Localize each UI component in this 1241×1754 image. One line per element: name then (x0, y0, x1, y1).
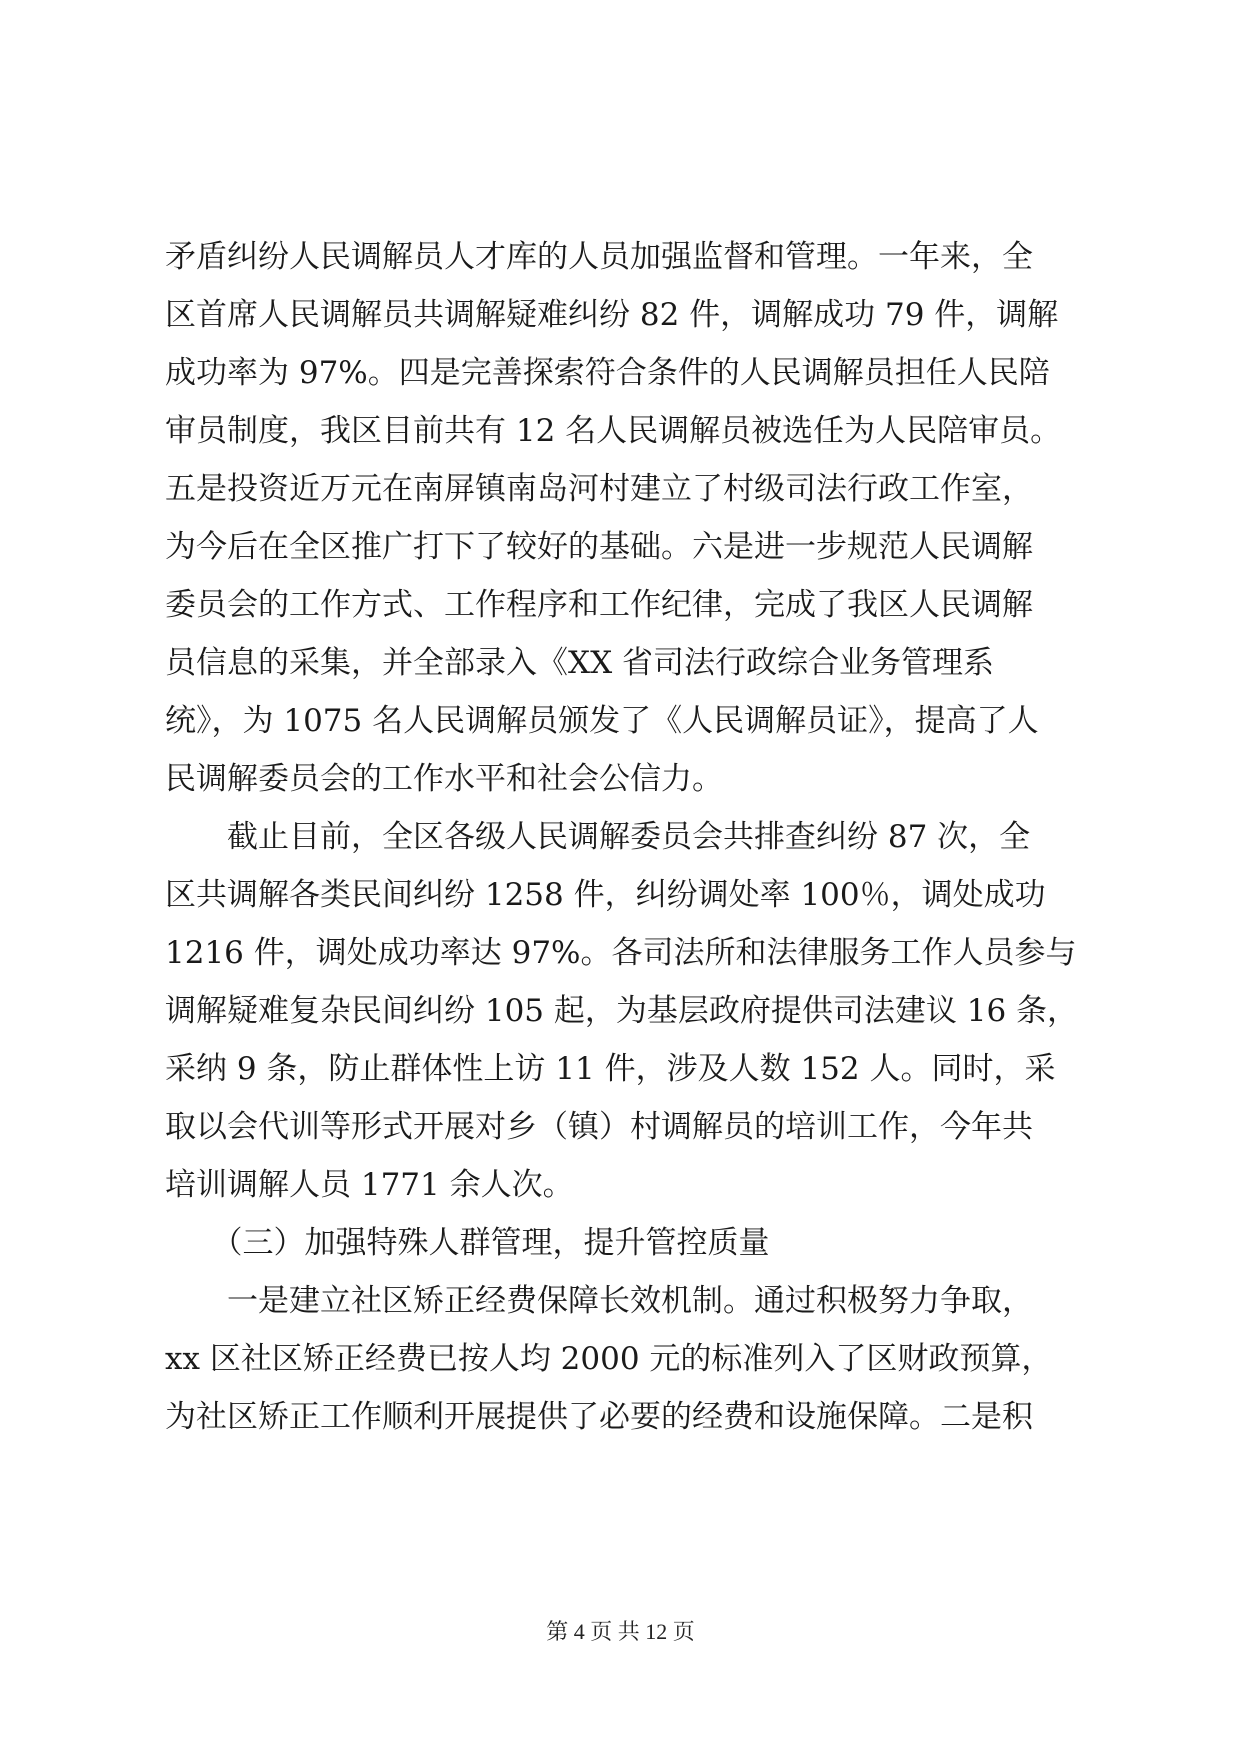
text-line: 员信息的采集，并全部录入《XX 省司法行政综合业务管理系 (165, 645, 994, 681)
text-line: xx 区社区矫正经费已按人均 2000 元的标准列入了区财政预算， (165, 1341, 1053, 1377)
text-line: 一是建立社区矫正经费保障长效机制。通过积极努力争取， (165, 1283, 1033, 1319)
page-number-footer: 第 4 页 共 12 页 (546, 1619, 695, 1644)
text-line: 1216 件，调处成功率达 97%。各司法所和法律服务工作人员参与 (165, 935, 1077, 971)
text-line: 成功率为 97%。四是完善探索符合条件的人民调解员担任人民陪 (165, 355, 1050, 391)
text-line: 为今后在全区推广打下了较好的基础。六是进一步规范人民调解 (165, 529, 1033, 565)
text-line: 审员制度，我区目前共有 12 名人民调解员被选任为人民陪审员。 (165, 413, 1062, 449)
text-line: 截止目前，全区各级人民调解委员会共排查纠纷 87 次，全 (165, 819, 1031, 855)
text-line: 区首席人民调解员共调解疑难纠纷 82 件，调解成功 79 件，调解 (165, 297, 1059, 333)
text-line: 调解疑难复杂民间纠纷 105 起，为基层政府提供司法建议 16 条， (165, 993, 1079, 1029)
text-line: 采纳 9 条，防止群体性上访 11 件，涉及人数 152 人。同时，采 (165, 1051, 1056, 1087)
text-line: 委员会的工作方式、工作程序和工作纪律，完成了我区人民调解 (165, 587, 1033, 623)
text-line: 民调解委员会的工作水平和社会公信力。 (165, 761, 723, 797)
text-line: 五是投资近万元在南屏镇南岛河村建立了村级司法行政工作室， (165, 471, 1033, 507)
text-line: 为社区矫正工作顺利开展提供了必要的经费和设施保障。二是积 (165, 1399, 1033, 1435)
text-line: 统》，为 1075 名人民调解员颁发了《人民调解员证》，提高了人 (165, 703, 1039, 739)
document-body (165, 228, 1077, 1446)
text-line: 矛盾纠纷人民调解员人才库的人员加强监督和管理。一年来，全 (165, 239, 1033, 275)
text-line: 区共调解各类民间纠纷 1258 件，纠纷调处率 100％，调处成功 (165, 877, 1046, 913)
text-line: 培训调解人员 1771 余人次。 (165, 1167, 574, 1203)
text-line: 取以会代训等形式开展对乡（镇）村调解员的培训工作，今年共 (165, 1109, 1033, 1145)
section-heading: （三）加强特殊人群管理，提升管控质量 (165, 1225, 770, 1261)
